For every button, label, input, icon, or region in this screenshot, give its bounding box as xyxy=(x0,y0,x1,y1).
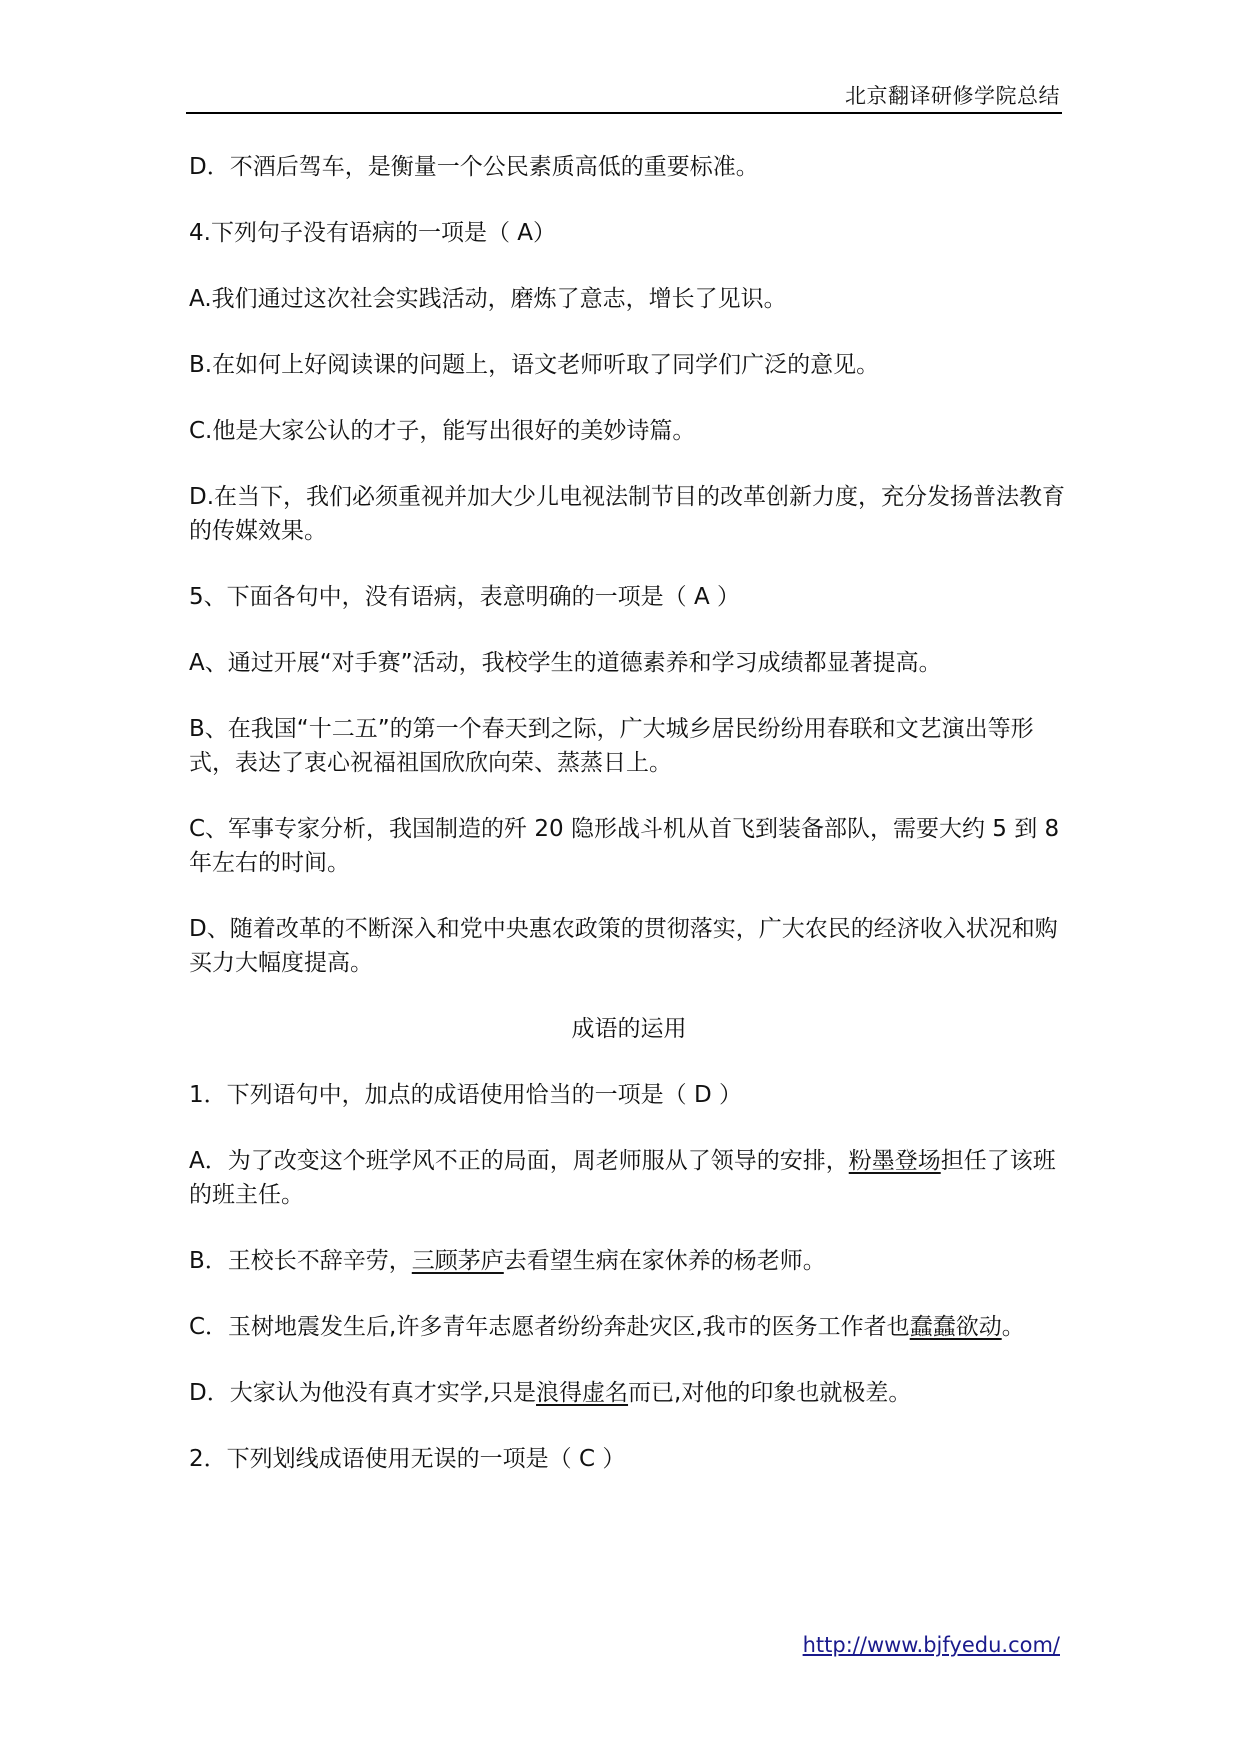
idiom-option-a xyxy=(189,1144,1069,1212)
option-text: B．王校长不辞辛劳， xyxy=(189,1248,412,1274)
option-d: D.在当下，我们必须重视并加大少儿电视法制节目的改革创新力度，充分发扬普法教育的传媒效果。 xyxy=(189,484,1066,544)
option-a: A、通过开展“对手赛”活动，我校学生的道德素养和学习成绩都显著提高。 xyxy=(189,650,942,676)
document-body xyxy=(189,150,1069,1508)
question-4: 4.下列句子没有语病的一项是（ A） xyxy=(189,220,556,246)
option-text: 担任了该班的班主任。 xyxy=(189,1148,1056,1208)
idiom-option-b xyxy=(189,1244,1069,1278)
underlined-idiom: 蠢蠢欲动 xyxy=(909,1314,1002,1340)
header-title: 北京翻译研修学院总结 xyxy=(845,84,1060,108)
option-b: B.在如何上好阅读课的问题上，语文老师听取了同学们广泛的意见。 xyxy=(189,352,880,378)
option-b: B、在我国“十二五”的第一个春天到之际，广大城乡居民纷纷用春联和文艺演出等形式，表达了衷心祝福祖国欣欣向荣、蒸蒸日上。 xyxy=(189,716,1034,776)
option-text: A．为了改变这个班学风不正的局面，周老师服从了领导的安排， xyxy=(189,1148,849,1174)
underlined-idiom: 浪得虚名 xyxy=(536,1380,629,1406)
paragraph: D．不酒后驾车，是衡量一个公民素质高低的重要标准。 xyxy=(189,154,759,180)
question-5: 5、下面各句中，没有语病，表意明确的一项是（ A ） xyxy=(189,584,740,610)
option-c: C、军事专家分析，我国制造的歼 20 隐形战斗机从首飞到装备部队，需要大约 5 到 8 年左右的时间。 xyxy=(189,816,1060,876)
idiom-option-c xyxy=(189,1310,1069,1344)
option-d: D、随着改革的不断深入和党中央惠农政策的贯彻落实，广大农民的经济收入状况和购买力大幅度提高。 xyxy=(189,916,1058,976)
footer-link[interactable]: http://www.bjfyedu.com/ xyxy=(802,1633,1060,1657)
idiom-option-d xyxy=(189,1376,1069,1410)
option-text: 去看望生病在家休养的杨老师。 xyxy=(503,1248,826,1274)
option-text: 而已,对他的印象也就极差。 xyxy=(628,1380,912,1406)
option-text: 。 xyxy=(1001,1314,1025,1340)
page-header xyxy=(186,78,1062,114)
underlined-idiom: 粉墨登场 xyxy=(848,1148,941,1174)
option-c: C.他是大家公认的才子，能写出很好的美妙诗篇。 xyxy=(189,418,696,444)
option-a: A.我们通过这次社会实践活动，磨炼了意志，增长了见识。 xyxy=(189,286,787,312)
option-text: D．大家认为他没有真才实学,只是 xyxy=(189,1380,537,1406)
section-title: 成语的运用 xyxy=(571,1016,687,1042)
idiom-question-1: 1．下列语句中，加点的成语使用恰当的一项是（ D ） xyxy=(189,1082,742,1108)
idiom-question-2: 2．下列划线成语使用无误的一项是（ C ） xyxy=(189,1446,626,1472)
underlined-idiom: 三顾茅庐 xyxy=(411,1248,504,1274)
option-text: C．玉树地震发生后,许多青年志愿者纷纷奔赴灾区,我市的医务工作者也 xyxy=(189,1314,910,1340)
